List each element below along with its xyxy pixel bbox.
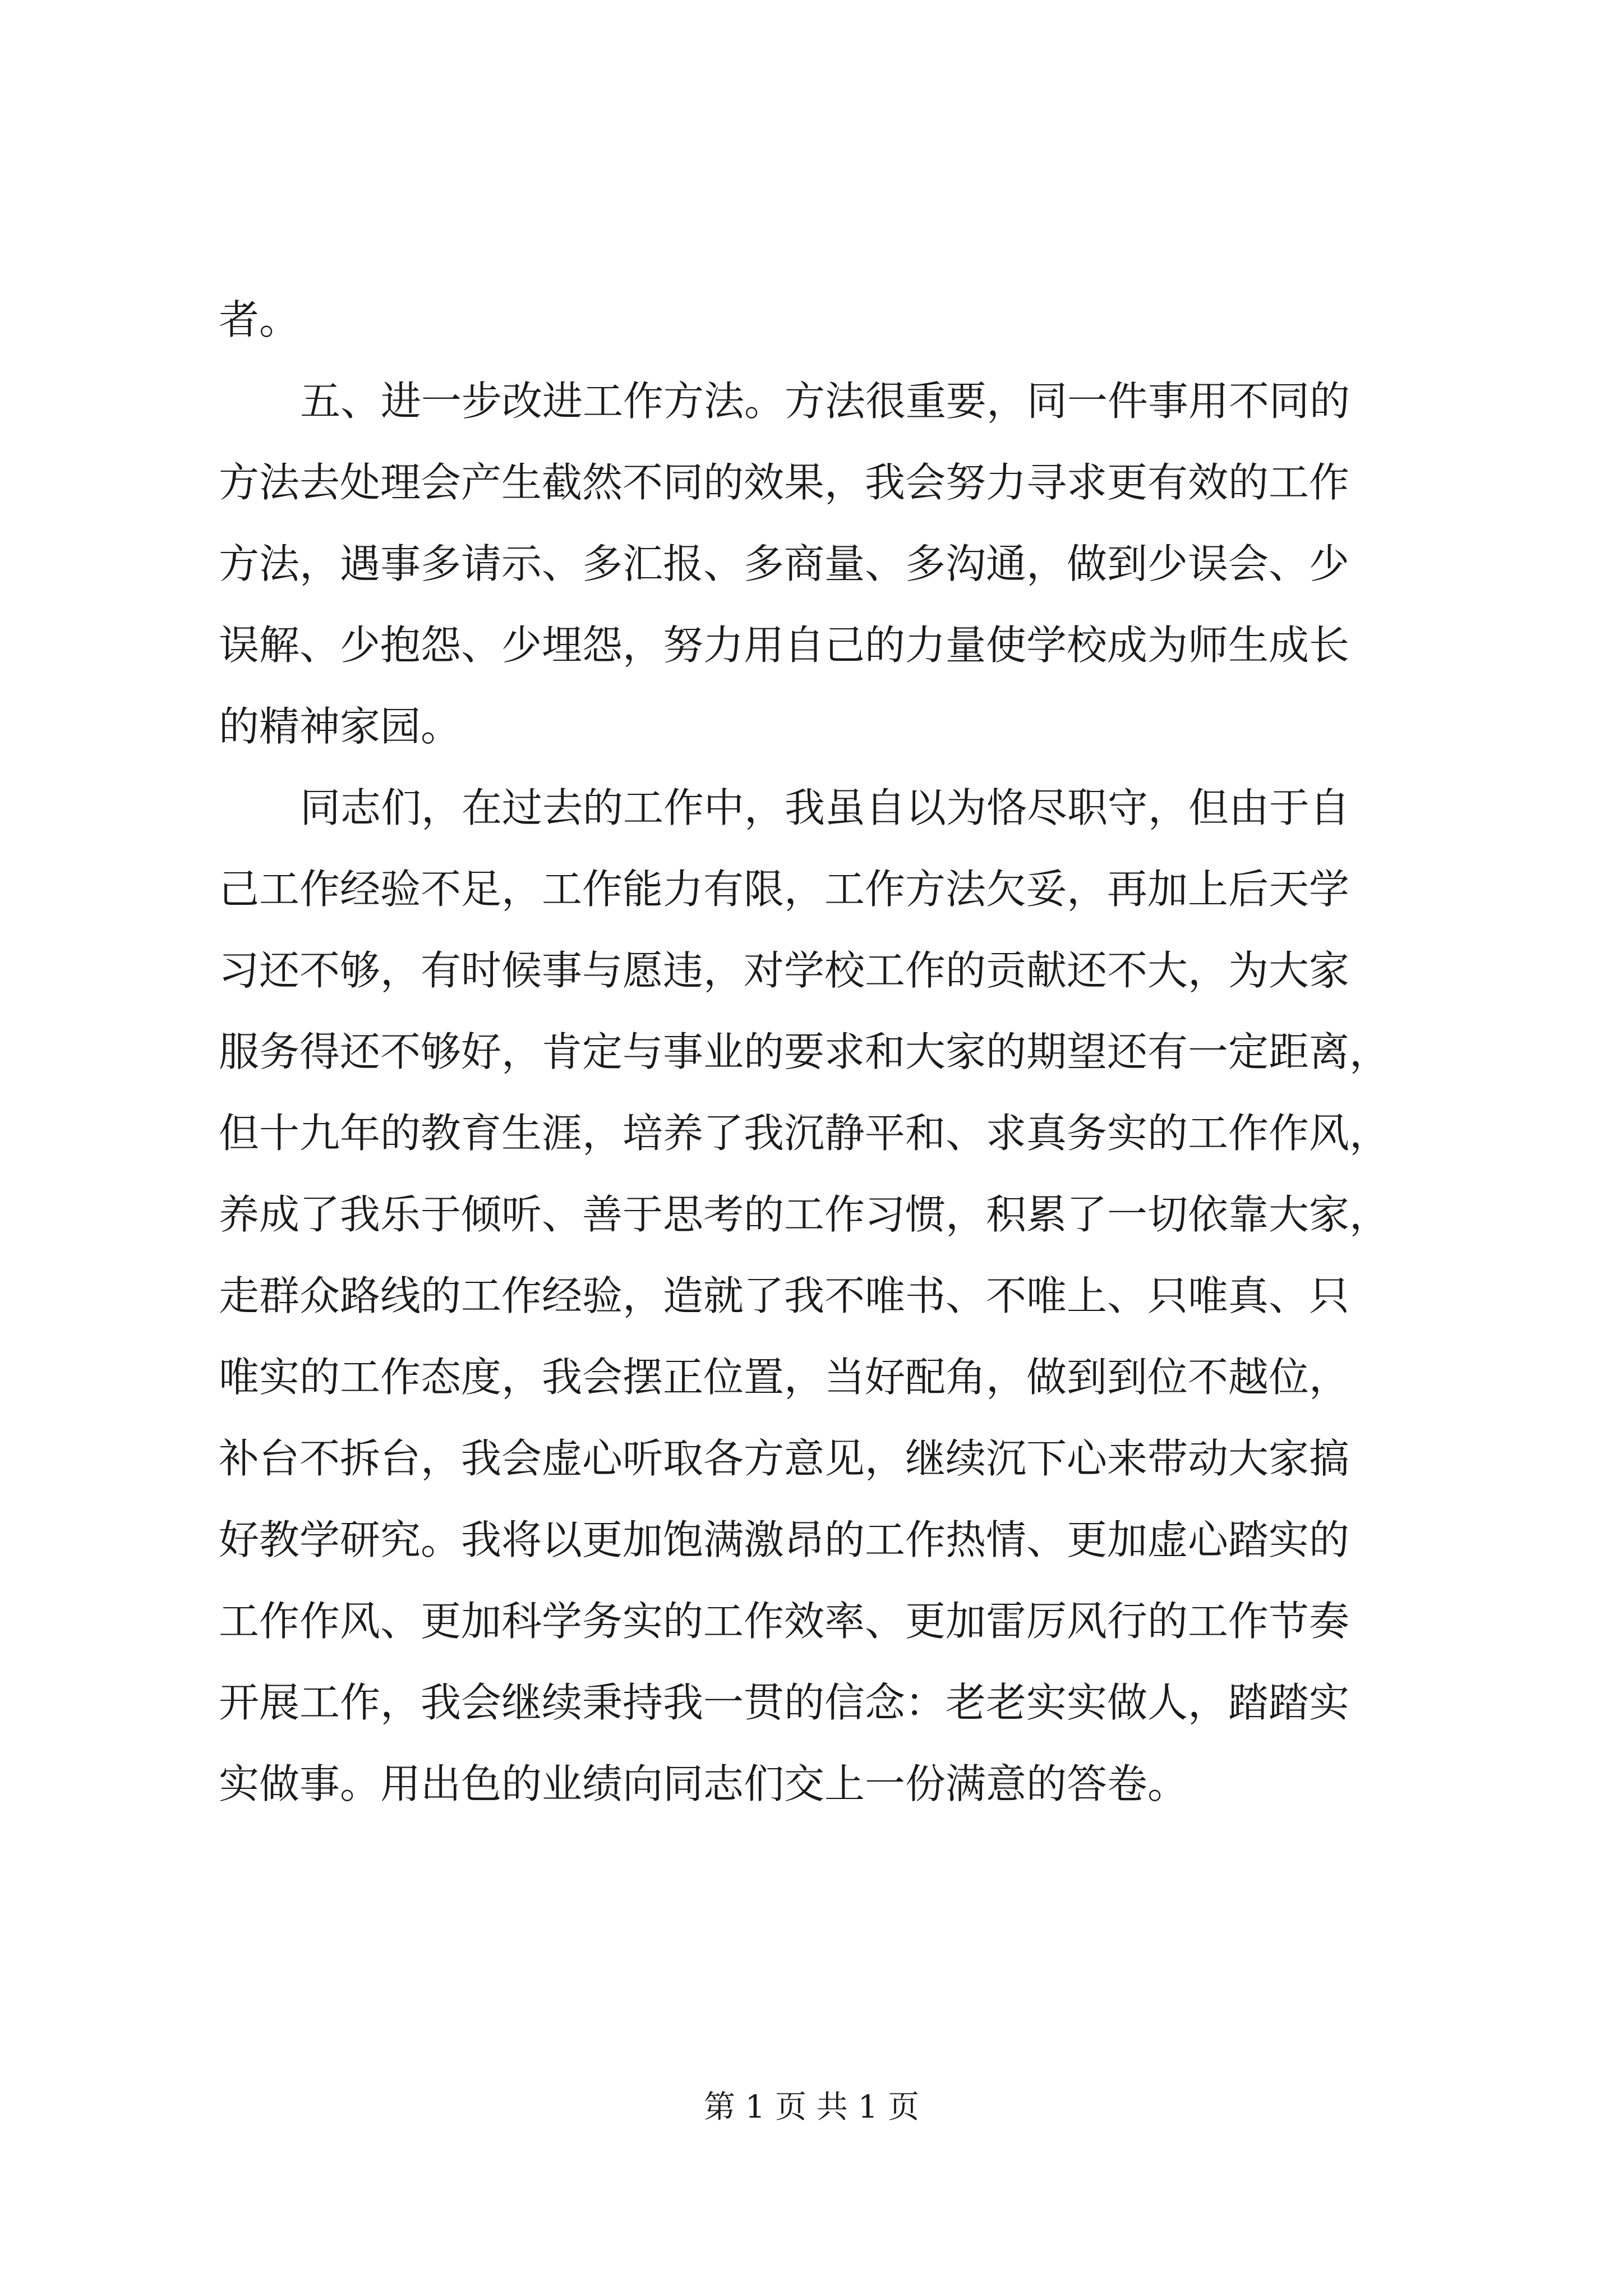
text-line: 好教学研究。我将以更加饱满激昂的工作热情、更加虚心踏实的 bbox=[219, 1516, 1350, 1563]
text-line: 同志们，在过去的工作中，我虽自以为恪尽职守，但由于自 bbox=[300, 784, 1350, 831]
text-line: 五、进一步改进工作方法。方法很重要，同一件事用不同的 bbox=[300, 378, 1350, 425]
text-line: 开展工作，我会继续秉持我一贯的信念：老老实实做人，踏踏实 bbox=[219, 1679, 1350, 1726]
text-line: 误解、少抱怨、少埋怨，努力用自己的力量使学校成为师生成长 bbox=[219, 622, 1350, 669]
text-line: 服务得还不够好，肯定与事业的要求和大家的期望还有一定距离， bbox=[219, 1028, 1390, 1075]
text-line: 唯实的工作态度，我会摆正位置，当好配角，做到到位不越位， bbox=[219, 1354, 1350, 1401]
page-footer: 第 1 页 共 1 页 bbox=[703, 2089, 920, 2125]
text-line: 方法去处理会产生截然不同的效果，我会努力寻求更有效的工作 bbox=[219, 459, 1350, 506]
text-line: 己工作经验不足，工作能力有限，工作方法欠妥，再加上后天学 bbox=[219, 866, 1350, 913]
text-line: 养成了我乐于倾听、善于思考的工作习惯，积累了一切依靠大家， bbox=[219, 1191, 1390, 1238]
text-line: 的精神家园。 bbox=[219, 703, 462, 750]
text-line: 补台不拆台，我会虚心听取各方意见，继续沉下心来带动大家搞 bbox=[219, 1435, 1350, 1482]
text-line: 工作作风、更加科学务实的工作效率、更加雷厉风行的工作节奏 bbox=[219, 1598, 1350, 1645]
text-line: 者。 bbox=[219, 296, 300, 343]
text-line: 但十九年的教育生涯，培养了我沉静平和、求真务实的工作作风， bbox=[219, 1110, 1390, 1157]
text-line: 方法，遇事多请示、多汇报、多商量、多沟通，做到少误会、少 bbox=[219, 540, 1350, 587]
text-line: 走群众路线的工作经验，造就了我不唯书、不唯上、只唯真、只 bbox=[219, 1272, 1350, 1319]
text-line: 实做事。用出色的业绩向同志们交上一份满意的答卷。 bbox=[219, 1760, 1188, 1807]
text-line: 习还不够，有时候事与愿违，对学校工作的贡献还不大，为大家 bbox=[219, 947, 1350, 994]
